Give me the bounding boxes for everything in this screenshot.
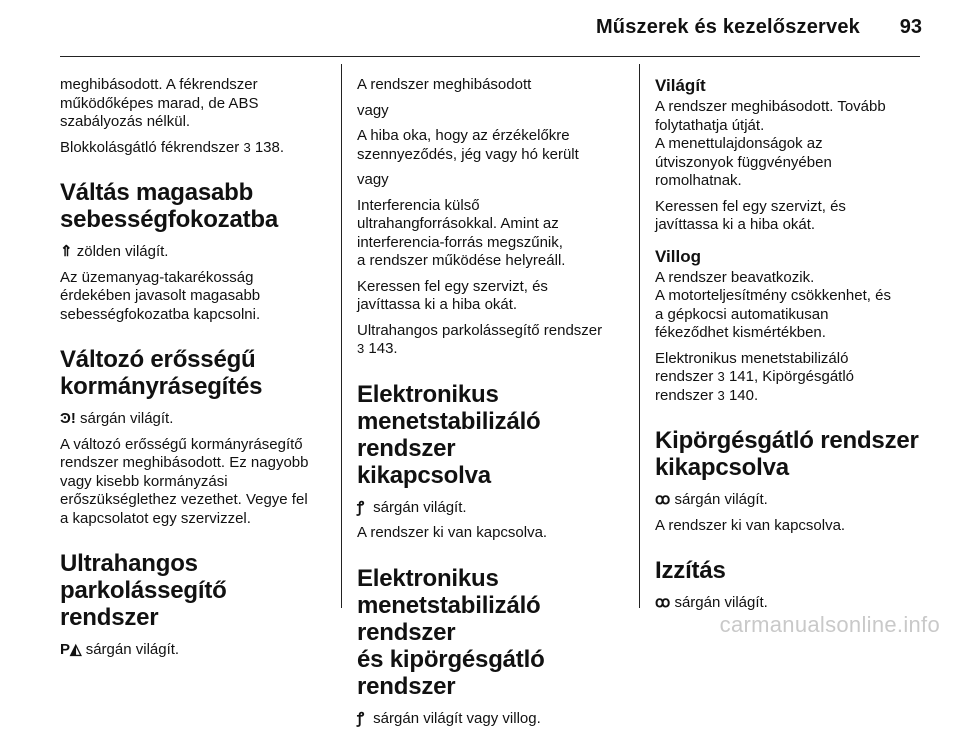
- page-reference-arrow-icon: 3: [717, 387, 725, 403]
- text-line: Keressen fel egy szervizt, és: [655, 197, 846, 215]
- page-reference-arrow-icon: 3: [717, 369, 725, 384]
- status-text: sárgán világít.: [674, 594, 768, 611]
- section-heading-glow-plug: Izzítás: [655, 557, 726, 584]
- indicator-status: [60, 641, 328, 660]
- paragraph: A rendszer meghibásodott: [357, 76, 532, 93]
- text-line: erőszükséglethez vezethet. Vegye fel: [60, 491, 308, 508]
- text-line: A menettulajdonságok az: [655, 135, 823, 152]
- text-line: ultrahangforrásokkal. Amint az: [357, 215, 559, 232]
- text-line: a kapcsolatot egy szervizzel.: [60, 509, 251, 527]
- section-heading-upshift: [60, 179, 328, 233]
- paragraph: A rendszer ki van kapcsolva.: [655, 516, 846, 534]
- section-heading-esp-off: [357, 381, 625, 489]
- paragraph: [655, 98, 925, 191]
- watermark: carmanualsonline.info: [719, 612, 940, 637]
- reference-text: rendszer: [655, 386, 714, 404]
- paragraph: [357, 127, 625, 164]
- text-line: A rendszer beavatkozik.: [655, 268, 815, 286]
- status-text: sárgán világít.: [373, 498, 467, 516]
- page-reference: 143.: [368, 340, 398, 357]
- esp-icon: ꝭ: [357, 709, 365, 727]
- heading-line: menetstabilizáló rendszer: [357, 591, 541, 646]
- indicator-status: [655, 491, 925, 510]
- page-number: 93: [899, 16, 922, 38]
- heading-line: Változó erősségű: [60, 346, 256, 373]
- cross-reference: [357, 322, 625, 359]
- upshift-arrow-icon: ⇑: [60, 243, 73, 260]
- text-line: javíttassa ki a hiba okát.: [357, 296, 518, 313]
- cross-reference: [60, 139, 328, 158]
- paragraph: [60, 76, 328, 132]
- column-divider: [341, 64, 342, 608]
- heading-line: Kipörgésgátló rendszer: [655, 427, 919, 454]
- section-heading-traction-off: [655, 427, 925, 481]
- text-line: romolhatnak.: [655, 172, 742, 189]
- page-header-title: Műszerek és kezelőszervek: [595, 16, 860, 38]
- status-text: sárgán világít.: [674, 491, 768, 508]
- cross-reference: [655, 350, 925, 406]
- paragraph: [655, 198, 925, 235]
- text-line: a gépkocsi automatikusan: [655, 305, 829, 323]
- status-text: sárgán világít.: [85, 641, 180, 658]
- text-line: a rendszer működése helyreáll.: [357, 252, 566, 269]
- heading-line: kikapcsolva: [357, 461, 491, 489]
- column-divider: [639, 64, 640, 608]
- indicator-status: [60, 243, 328, 262]
- parking-assist-icon: P◭: [60, 641, 82, 658]
- text-line: útviszonyok függvényében: [655, 153, 832, 171]
- heading-line: kikapcsolva: [655, 454, 789, 481]
- heading-line: Elektronikus: [357, 564, 499, 592]
- heading-line: és kipörgésgátló rendszer: [357, 645, 545, 700]
- traction-control-off-icon: ꝏ: [655, 491, 671, 508]
- glow-plug-icon: ꝏ: [655, 594, 671, 611]
- text-line: A hiba oka, hogy az érzékelőkre: [357, 127, 570, 144]
- heading-line: Váltás magasabb: [60, 179, 254, 206]
- page-reference-arrow-icon: 3: [243, 139, 251, 155]
- text-line: A rendszer meghibásodott. Tovább: [655, 98, 886, 115]
- column-3: [655, 76, 925, 620]
- text-line: Az üzemanyag-takarékosság: [60, 268, 254, 286]
- paragraph: vagy: [357, 171, 389, 188]
- text-line: vagy kisebb kormányzási: [60, 472, 228, 490]
- text-line: javíttassa ki a hiba okát.: [655, 216, 816, 233]
- reference-text: Blokkolásgátló fékrendszer: [60, 138, 240, 156]
- page-reference: 141, Kipörgésgátló: [728, 368, 855, 385]
- status-text: sárgán világít vagy villog.: [373, 709, 541, 727]
- paragraph: [357, 197, 625, 271]
- steering-warning-icon: Ͽ!: [60, 410, 76, 427]
- text-line: érdekében javasolt magasabb: [60, 287, 261, 304]
- indicator-status: [655, 594, 925, 613]
- subheading-on: Világít: [655, 76, 706, 95]
- subheading-flashing: Villog: [655, 246, 701, 266]
- paragraph: [60, 269, 328, 325]
- section-heading-parking-assist: [60, 550, 328, 631]
- reference-text: Ultrahangos parkolássegítő rendszer: [357, 321, 603, 339]
- heading-line: Ultrahangos: [60, 550, 198, 577]
- text-line: A motorteljesítmény csökkenhet, és: [655, 287, 891, 304]
- heading-line: sebességfokozatba: [60, 206, 279, 233]
- text-line: szennyeződés, jég vagy hó került: [357, 145, 579, 163]
- indicator-status: [60, 410, 328, 429]
- heading-line: menetstabilizáló rendszer: [357, 407, 541, 462]
- section-heading-esp-traction: [357, 565, 625, 700]
- esp-off-icon: ꝭ: [357, 498, 365, 516]
- reference-text: rendszer: [655, 368, 714, 385]
- page-reference: 140.: [728, 386, 759, 404]
- text-line: folytathatja útját.: [655, 116, 765, 134]
- heading-line: parkolássegítő rendszer: [60, 577, 227, 631]
- text-line: Interferencia külső: [357, 196, 480, 214]
- indicator-status: [357, 499, 625, 518]
- text-line: interferencia-forrás megszűnik,: [357, 233, 563, 251]
- column-2: [357, 76, 625, 735]
- text-line: meghibásodott. A fékrendszer: [60, 76, 258, 93]
- column-1: [60, 76, 328, 667]
- text-line: sebességfokozatba kapcsolni.: [60, 305, 261, 323]
- paragraph: A rendszer ki van kapcsolva.: [357, 524, 548, 541]
- paragraph: [655, 269, 925, 343]
- page-reference: 138.: [254, 138, 285, 156]
- text-line: A változó erősségű kormányrásegítő: [60, 435, 303, 453]
- section-heading-power-steering: [60, 346, 328, 400]
- text-line: rendszer meghibásodott. Ez nagyobb: [60, 454, 309, 471]
- page-reference-arrow-icon: 3: [357, 341, 365, 356]
- header-rule: [60, 56, 920, 57]
- status-text: sárgán világít.: [80, 410, 174, 427]
- text-line: fékeződhet kismértékben.: [655, 324, 826, 341]
- reference-text: Elektronikus menetstabilizáló: [655, 349, 849, 367]
- text-line: szabályozás nélkül.: [60, 113, 191, 130]
- text-line: működőképes marad, de ABS: [60, 94, 259, 112]
- paragraph: [357, 278, 625, 315]
- heading-line: Elektronikus: [357, 380, 499, 408]
- status-text: zölden világít.: [76, 243, 169, 260]
- paragraph: vagy: [357, 101, 389, 119]
- heading-line: kormányrásegítés: [60, 373, 263, 400]
- paragraph: [60, 436, 328, 529]
- text-line: Keressen fel egy szervizt, és: [357, 277, 548, 295]
- indicator-status: [357, 710, 625, 729]
